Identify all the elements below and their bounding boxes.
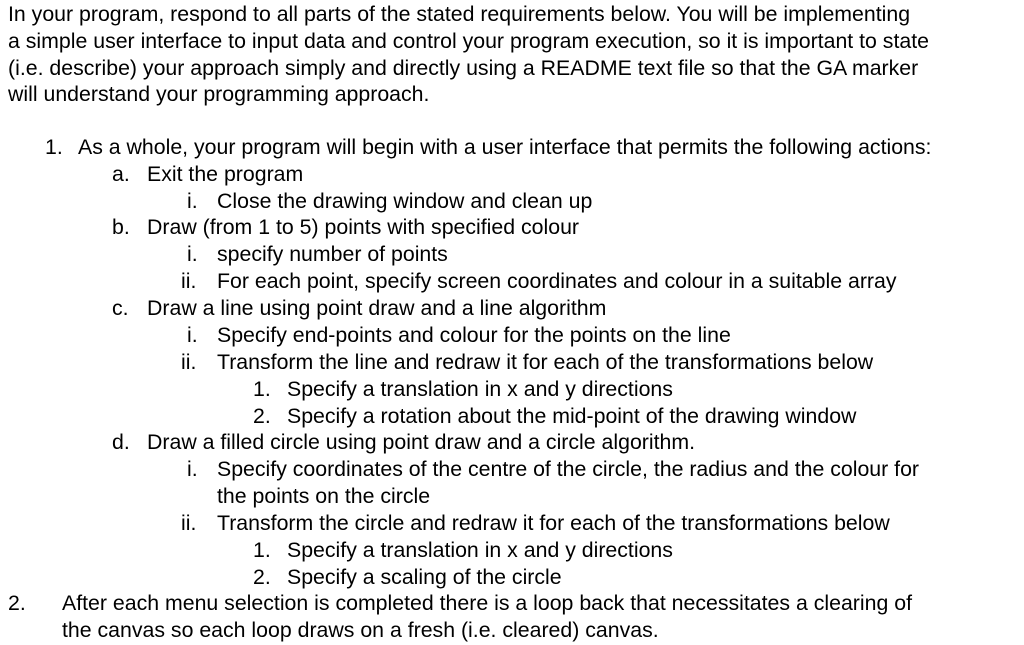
list-item-text: Specify coordinates of the centre of the circle, the radius and the colour for — [217, 457, 920, 481]
list-marker: a. — [112, 162, 130, 186]
list-marker: ii. — [181, 511, 197, 535]
list-item-text: For each point, specify screen coordinates and colour in a suitable array — [217, 269, 897, 293]
list-marker: i. — [187, 242, 198, 266]
list-item-text: Draw a line using point draw and a line algorithm — [147, 296, 607, 320]
list-item-text: Exit the program — [147, 162, 304, 186]
list-marker: 2. — [253, 404, 271, 428]
list-marker: 1. — [45, 135, 63, 159]
list-item-text: Close the drawing window and clean up — [217, 189, 593, 213]
list-marker: ii. — [181, 269, 197, 293]
list-item-text: the points on the circle — [217, 484, 431, 508]
list-marker: i. — [187, 189, 198, 213]
list-item-text: Specify a rotation about the mid-point of the drawing window — [287, 404, 857, 428]
list-item-text: Specify a translation in x and y directions — [287, 377, 673, 401]
intro-line: will understand your programming approach. — [8, 82, 430, 107]
intro-line: In your program, respond to all parts of the stated requirements below. You will be implementing — [8, 2, 911, 26]
list-item-text: specify number of points — [217, 242, 448, 266]
list-marker: 2. — [8, 591, 26, 615]
list-item-text: Specify end-points and colour for the points on the line — [217, 323, 731, 347]
list-item-text: Draw (from 1 to 5) points with specified colour — [147, 215, 580, 239]
list-item-text: the canvas so each loop draws on a fresh (i.e. cleared) canvas. — [62, 618, 659, 642]
list-marker: i. — [187, 457, 198, 481]
list-marker: c. — [112, 296, 129, 320]
list-marker: i. — [187, 323, 198, 347]
intro-paragraph — [8, 1, 1008, 108]
list-marker: 1. — [253, 377, 271, 401]
list-marker: d. — [112, 430, 130, 454]
intro-line: (i.e. describe) your approach simply and directly using a README text file so that the GA marker — [8, 55, 919, 80]
list-marker: b. — [112, 215, 130, 239]
list-item-text: Draw a filled circle using point draw and a circle algorithm. — [147, 430, 696, 454]
intro-line: a simple user interface to input data and control your program execution, so it is important to state — [8, 28, 929, 53]
list-item-text: Specify a scaling of the circle — [287, 565, 562, 589]
list-item-text: Transform the circle and redraw it for each of the transformations below — [217, 511, 890, 535]
list-marker: 1. — [253, 538, 271, 562]
list-item-text: Transform the line and redraw it for each of the transformations below — [217, 350, 874, 374]
list-item-text: After each menu selection is completed there is a loop back that necessitates a clearing of — [62, 591, 912, 615]
list-item-text: As a whole, your program will begin with a user interface that permits the following actions: — [78, 135, 932, 159]
list-item-text: Specify a translation in x and y directions — [287, 538, 673, 562]
list-marker: ii. — [181, 350, 197, 374]
list-marker: 2. — [253, 565, 271, 589]
